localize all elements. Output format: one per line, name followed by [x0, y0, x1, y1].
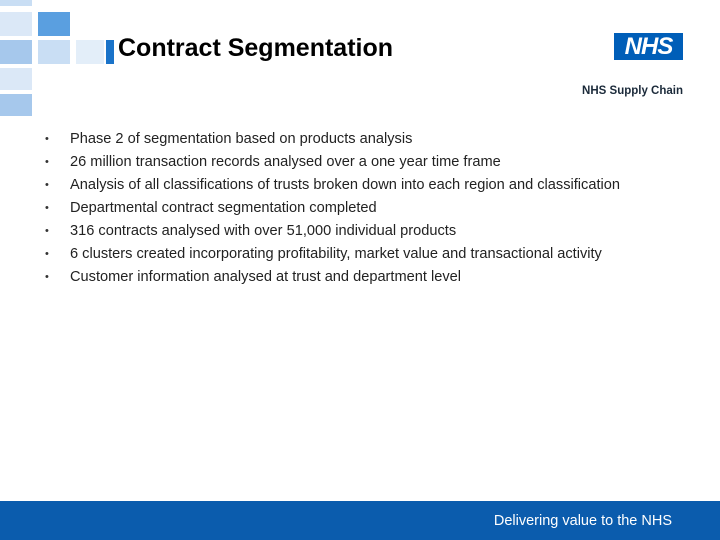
footer-tagline: Delivering value to the NHS: [493, 513, 672, 529]
bullet-text: Customer information analysed at trust and department level: [70, 269, 461, 285]
bullet-icon: •: [45, 271, 49, 283]
slide-title: Contract Segmentation: [118, 34, 394, 62]
bullet-text: Analysis of all classifications of trusts broken down into each region and classification: [70, 177, 620, 193]
org-name: NHS Supply Chain: [582, 85, 683, 97]
bullet-text: 6 clusters created incorporating profitability, market value and transactional activity: [70, 246, 602, 262]
bullet-item: [40, 174, 620, 197]
decorative-square: [106, 40, 114, 64]
footer-bar: [0, 501, 720, 540]
bullet-item: [40, 197, 620, 220]
decorative-square: [0, 0, 32, 6]
nhs-logo: NHS: [614, 33, 683, 60]
bullet-item: [40, 151, 620, 174]
bullet-icon: •: [45, 225, 49, 237]
bullet-icon: •: [45, 179, 49, 191]
bullet-text: 316 contracts analysed with over 51,000 individual products: [70, 223, 457, 239]
decorative-square: [0, 40, 32, 64]
bullet-icon: •: [45, 133, 49, 145]
bullet-item: [40, 220, 620, 243]
bullet-item: [40, 128, 620, 151]
decorative-square: [0, 94, 32, 116]
bullet-icon: •: [45, 202, 49, 214]
bullet-text: Phase 2 of segmentation based on products analysis: [70, 131, 413, 147]
bullet-text: 26 million transaction records analysed over a one year time frame: [70, 154, 501, 170]
bullet-text: Departmental contract segmentation completed: [70, 200, 377, 216]
decorative-square: [38, 12, 70, 36]
bullet-icon: •: [45, 156, 49, 168]
decorative-square: [0, 12, 32, 36]
decorative-square: [0, 68, 32, 90]
bullet-item: [40, 266, 620, 289]
bullet-icon: •: [45, 248, 49, 260]
bullet-list: [40, 128, 620, 289]
bullet-item: [40, 243, 620, 266]
decorative-square: [38, 40, 70, 64]
decorative-square: [76, 40, 104, 64]
